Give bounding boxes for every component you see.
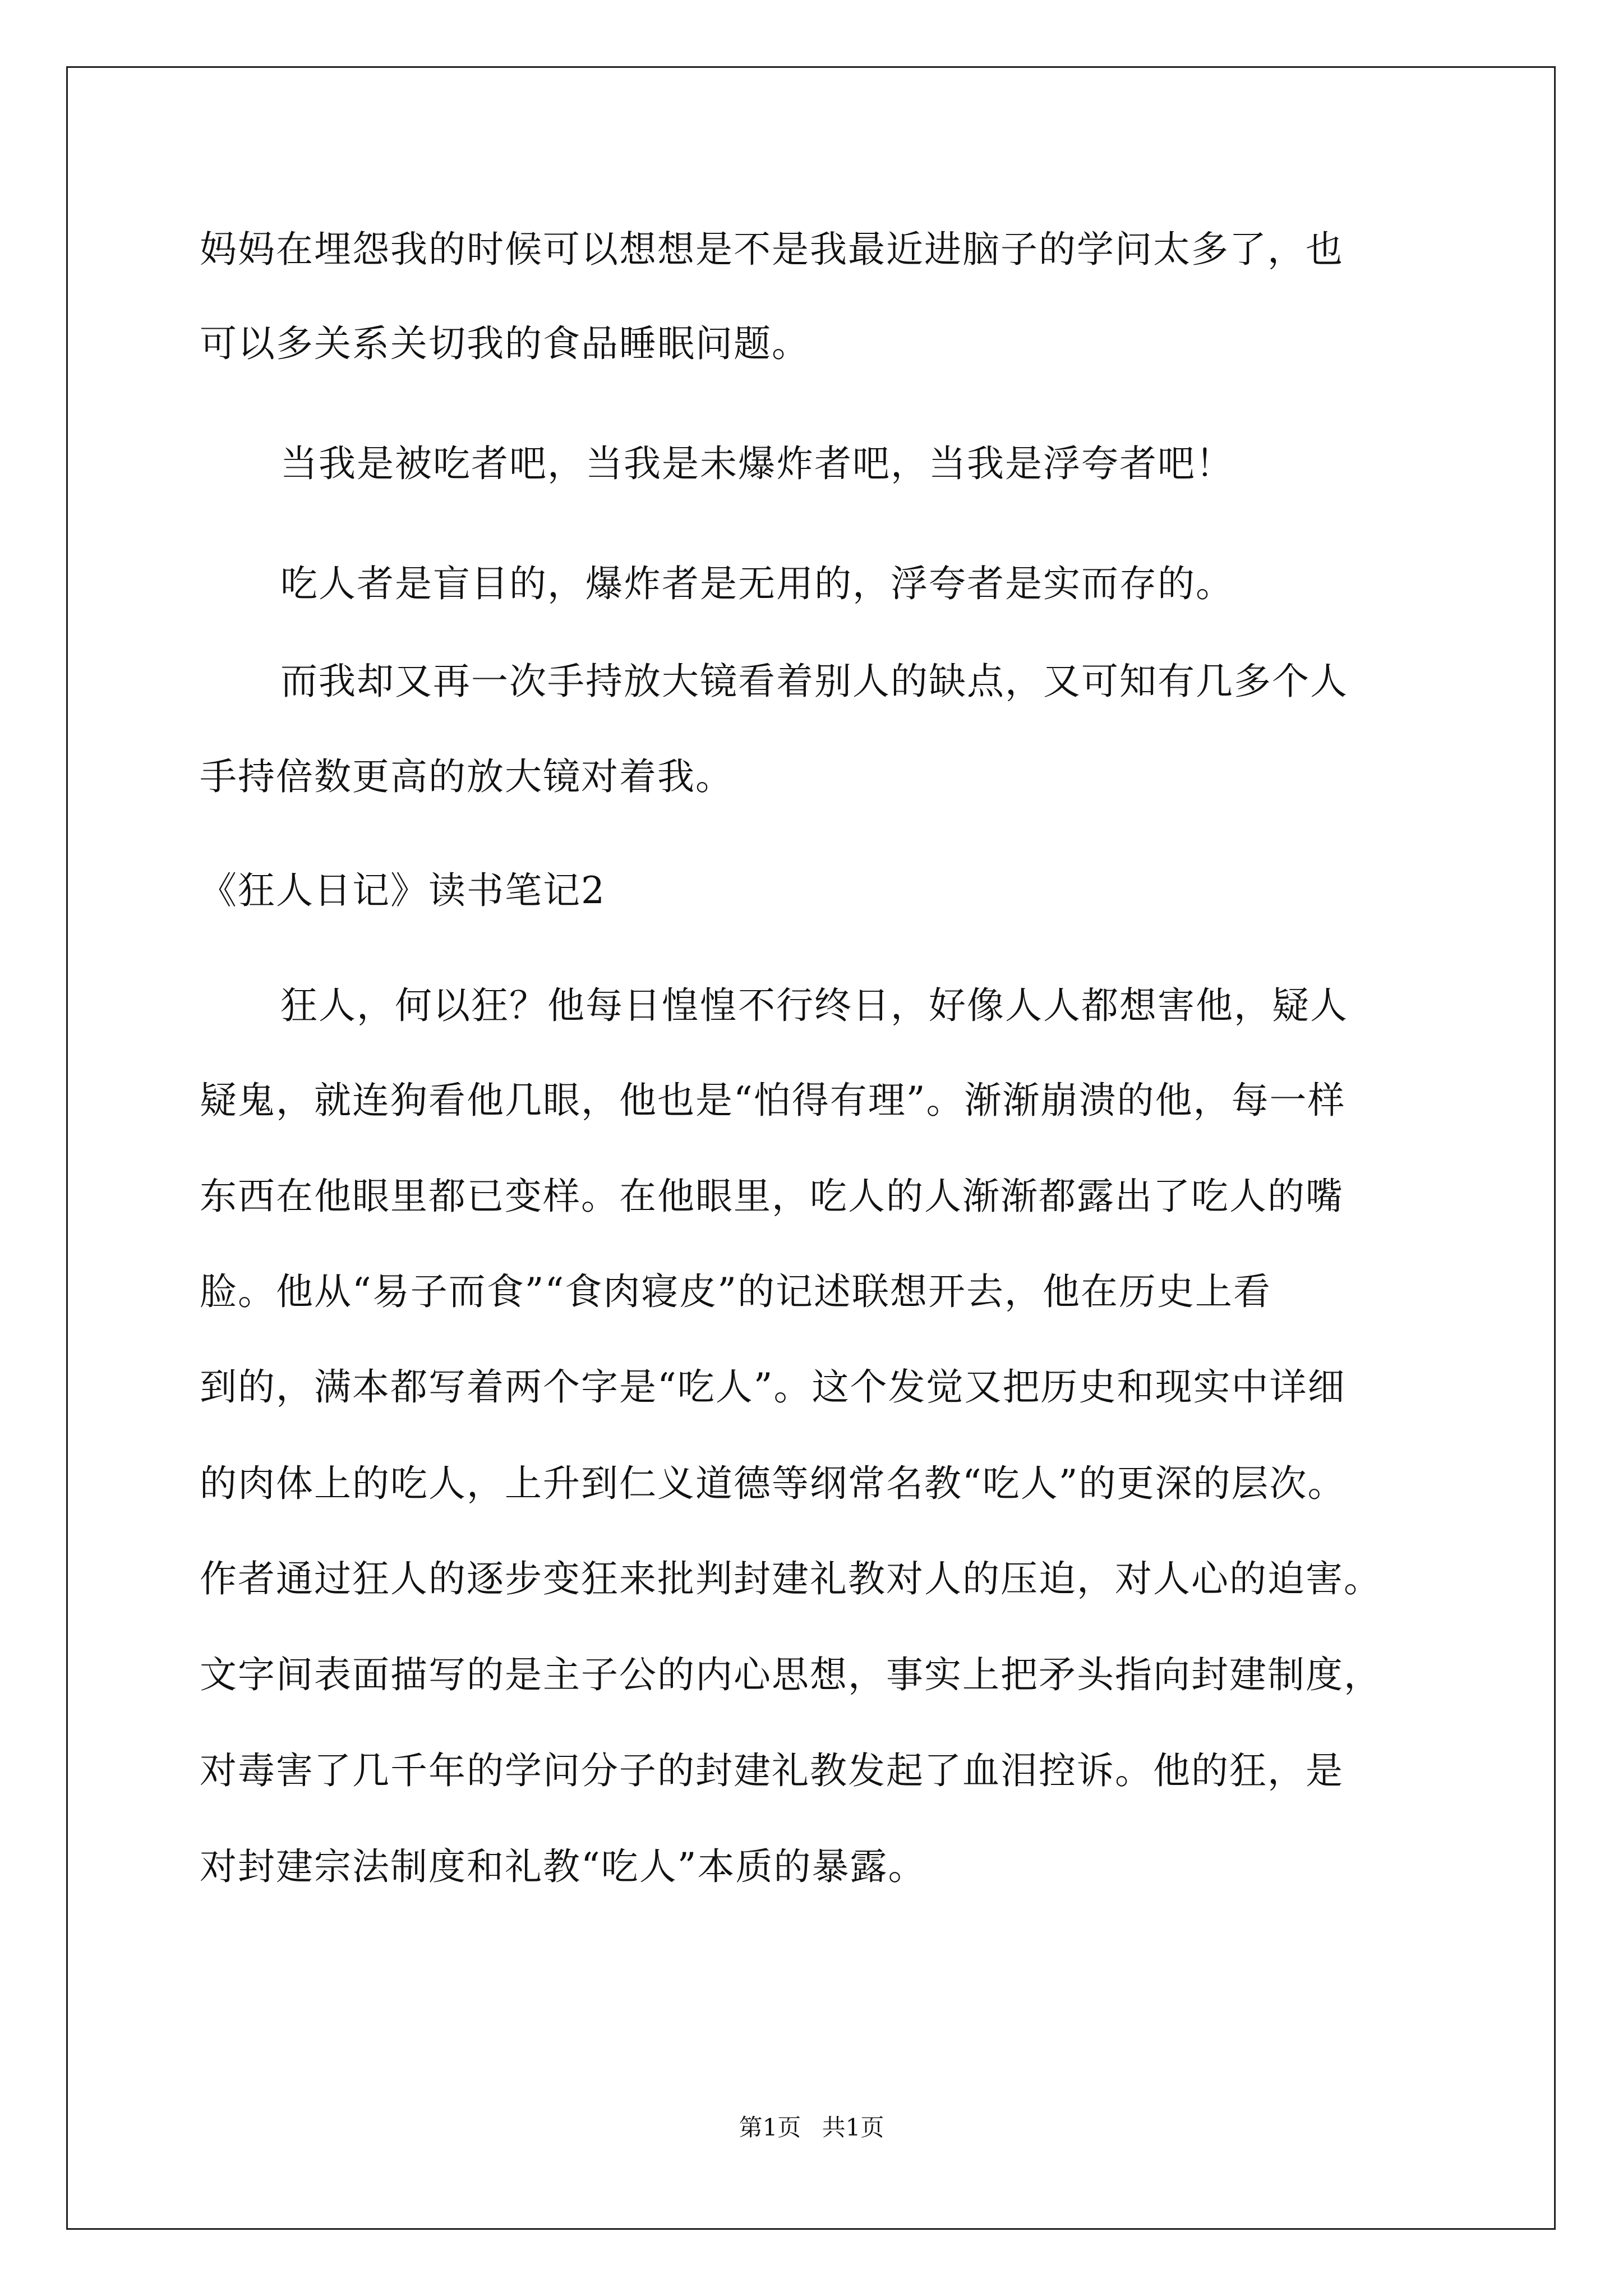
paragraph-line: 妈妈在埋怨我的时候可以想想是不是我最近进脑子的学问太多了，也 (200, 228, 1344, 271)
paragraph-line: 脸。他从“易子而食”“食肉寝皮”的记述联想开去，他在历史上看 (200, 1270, 1271, 1313)
paragraph-line: 而我却又再一次手持放大镜看着别人的缺点，又可知有几多个人 (280, 660, 1348, 703)
paragraph-line: 文字间表面描写的是主子公的内心思想，事实上把矛头指向封建制度， (200, 1653, 1382, 1696)
paragraph-line: 作者通过狂人的逐步变狂来批判封建礼教对人的压迫，对人心的迫害。 (200, 1557, 1382, 1600)
paragraph-line: 东西在他眼里都已变样。在他眼里，吃人的人渐渐都露出了吃人的嘴 (200, 1175, 1344, 1218)
paragraph-line: 可以多关系关切我的食品睡眠问题。 (200, 322, 810, 365)
paragraph-line: 对毒害了几千年的学问分子的封建礼教发起了血泪控诉。他的狂，是 (200, 1749, 1344, 1792)
paragraph-line: 到的，满本都写着两个字是“吃人”。这个发觉又把历史和现实中详细 (200, 1365, 1346, 1409)
page-border (66, 66, 1556, 2230)
section-heading: 《狂人日记》读书笔记2 (200, 869, 606, 912)
paragraph-line: 狂人，何以狂？他每日惶惶不行终日，好像人人都想害他，疑人 (280, 984, 1348, 1027)
paragraph-line: 吃人者是盲目的，爆炸者是无用的，浮夸者是实而存的。 (280, 562, 1234, 605)
paragraph-line: 的肉体上的吃人，上升到仁义道德等纲常名教“吃人”的更深的层次。 (200, 1462, 1346, 1505)
paragraph-line: 疑鬼，就连狗看他几眼，他也是“怕得有理”。渐渐崩溃的他，每一样 (200, 1079, 1346, 1122)
page-total: 共1页 (822, 2114, 884, 2141)
page-footer (0, 2114, 1623, 2142)
paragraph-line: 手持倍数更高的放大镜对着我。 (200, 755, 734, 798)
paragraph-line: 当我是被吃者吧，当我是未爆炸者吧，当我是浮夸者吧！ (280, 442, 1234, 485)
page-number: 第1页 (739, 2114, 801, 2141)
paragraph-line: 对封建宗法制度和礼教“吃人”本质的暴露。 (200, 1845, 926, 1888)
